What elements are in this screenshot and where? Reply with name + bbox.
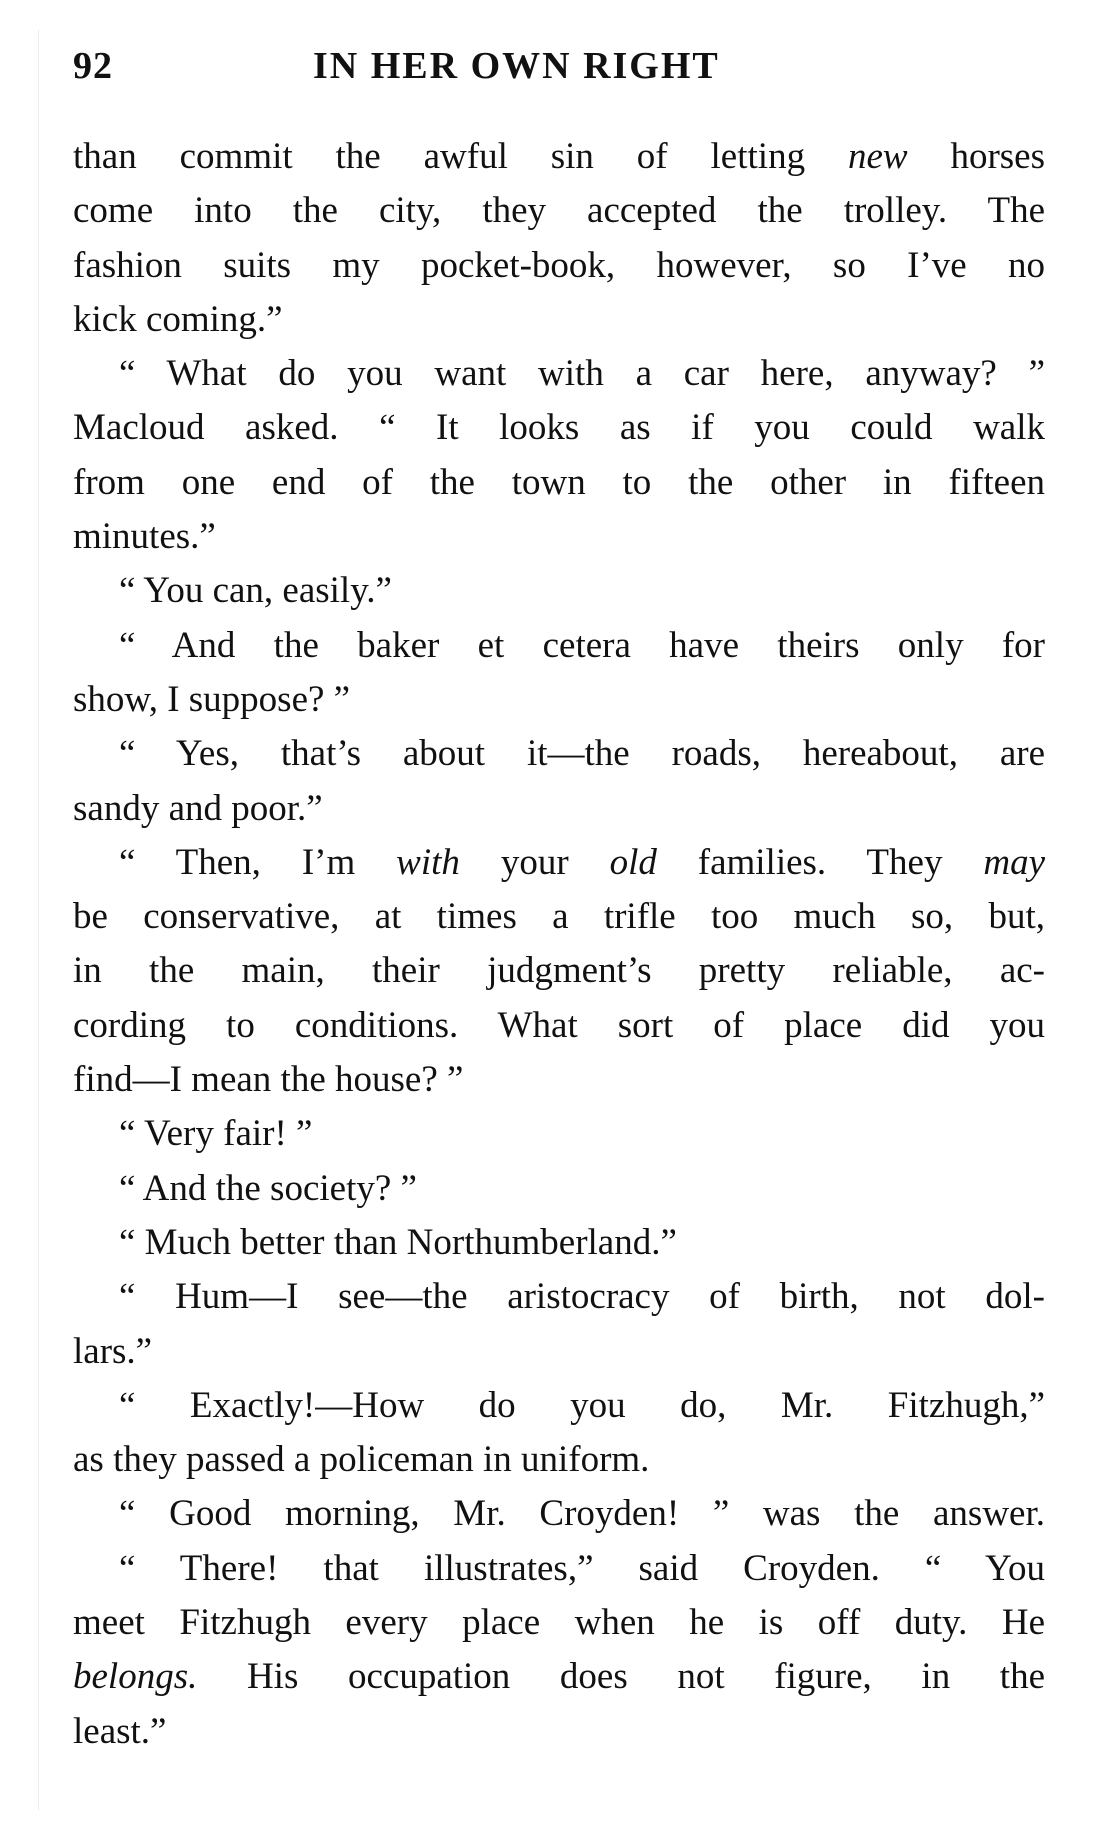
text-line <box>73 130 1045 184</box>
text-line <box>73 564 1045 618</box>
text-line <box>73 944 1045 998</box>
text-line <box>73 782 1045 836</box>
italic-text: old <box>609 841 657 883</box>
text-run: as they passed a policeman in uniform. <box>73 1439 650 1481</box>
text-run: find—I mean the house? ” <box>73 1059 464 1101</box>
text-line <box>73 999 1045 1053</box>
text-line <box>73 673 1045 727</box>
text-run: “ Yes, that’s about it—the roads, hereabout, are <box>119 733 1045 775</box>
text-line <box>73 1596 1045 1650</box>
text-run: sandy and poor.” <box>73 787 323 829</box>
text-run: minutes.” <box>73 516 216 558</box>
text-line <box>73 401 1045 455</box>
text-line <box>73 184 1045 238</box>
text-line <box>73 1433 1045 1487</box>
text-line <box>73 456 1045 510</box>
text-line <box>73 510 1045 564</box>
text-line <box>73 1216 1045 1270</box>
text-run: Macloud asked. “ It looks as if you could walk <box>73 407 1045 449</box>
text-run: “ Good morning, Mr. Croyden! ” was the answer. <box>119 1493 1045 1535</box>
text-run: your <box>459 841 610 883</box>
book-title: IN HER OWN RIGHT <box>313 45 720 87</box>
italic-text: with <box>396 841 460 883</box>
text-run: “ Hum—I see—the aristocracy of birth, not dol- <box>119 1276 1045 1318</box>
text-run: families. They <box>656 841 984 883</box>
text-line <box>73 1542 1045 1596</box>
text-run: come into the city, they accepted the trolley. The <box>73 190 1045 232</box>
text-line <box>73 890 1045 944</box>
text-line <box>73 1107 1045 1161</box>
text-line <box>73 1487 1045 1541</box>
text-run: “ Exactly!—How do you do, Mr. Fitzhugh,” <box>119 1384 1045 1426</box>
text-run: meet Fitzhugh every place when he is off duty. He <box>73 1602 1045 1644</box>
text-run: “ You can, easily.” <box>119 570 392 612</box>
text-run: “ What do you want with a car here, anyway? ” <box>119 353 1045 395</box>
text-line <box>73 727 1045 781</box>
text-run: least.” <box>73 1710 167 1752</box>
italic-text: belongs. <box>73 1656 198 1698</box>
running-header <box>73 44 1045 94</box>
text-run: than commit the awful sin of letting <box>73 136 848 177</box>
text-line <box>73 1379 1045 1433</box>
text-line <box>73 239 1045 293</box>
text-run: “ There! that illustrates,” said Croyden. “ You <box>119 1547 1045 1589</box>
text-line <box>73 1053 1045 1107</box>
italic-text: may <box>983 841 1045 883</box>
text-run: lars.” <box>73 1330 153 1372</box>
text-run: “ Much better than Northumberland.” <box>119 1221 677 1263</box>
text-run: kick coming.” <box>73 298 283 340</box>
text-run: in the main, their judgment’s pretty reliable, ac- <box>73 950 1045 992</box>
text-line <box>73 1325 1045 1379</box>
text-run: “ And the society? ” <box>119 1167 417 1209</box>
text-line <box>73 1162 1045 1216</box>
text-run: “ Then, I’m <box>119 841 397 883</box>
text-line <box>73 1650 1045 1704</box>
page-edge-line <box>38 30 39 1810</box>
text-run: “ And the baker et cetera have theirs only for <box>119 624 1045 666</box>
body-text <box>73 130 1045 1759</box>
text-line <box>73 1270 1045 1324</box>
text-run: be conservative, at times a trifle too much so, but, <box>73 896 1045 938</box>
text-line <box>73 619 1045 673</box>
text-line <box>73 347 1045 401</box>
text-run: fashion suits my pocket-book, however, so I’ve no <box>73 244 1045 286</box>
text-run: horses <box>907 136 1045 177</box>
text-run: from one end of the town to the other in fifteen <box>73 461 1045 503</box>
text-run: “ Very fair! ” <box>119 1113 313 1155</box>
text-line <box>73 836 1045 890</box>
text-run: His occupation does not figure, in the <box>197 1656 1045 1698</box>
text-line <box>73 293 1045 347</box>
text-line <box>73 1705 1045 1759</box>
text-run: show, I suppose? ” <box>73 678 351 720</box>
italic-text: new <box>847 136 908 177</box>
text-run: cording to conditions. What sort of place did you <box>73 1004 1045 1046</box>
page-number: 92 <box>73 45 113 87</box>
